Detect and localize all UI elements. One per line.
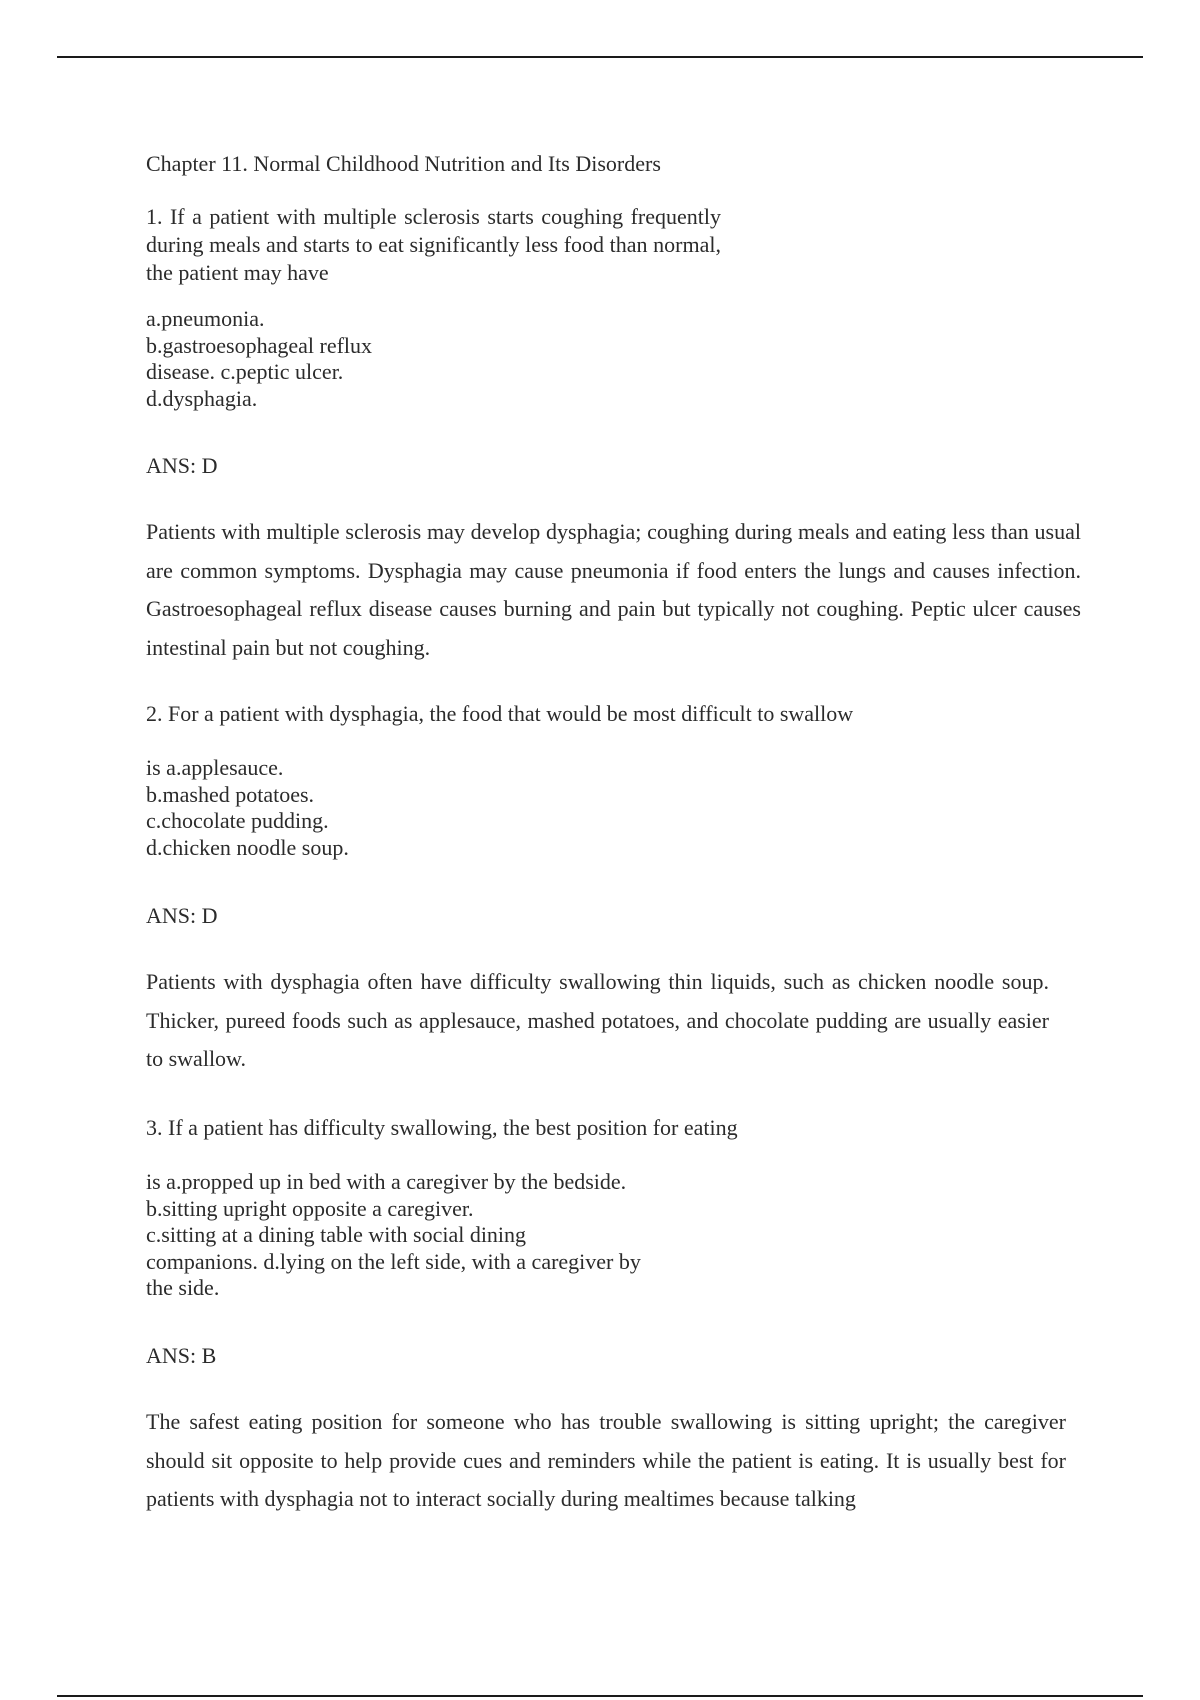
footer-rule xyxy=(57,1695,1143,1697)
question-2-option-line: b.mashed potatoes. xyxy=(146,781,315,807)
question-1-option-line: b.gastroesophageal reflux xyxy=(146,332,373,358)
question-1-options xyxy=(146,306,372,412)
question-2-rationale: Patients with dysphagia often have difficulty swallowing thin liquids, such as chicken noodle soup. Thicker, pureed foods such as applesauce, mashed potatoes, and chocolate pudding are usually easier to swallow. xyxy=(146,969,1049,1071)
question-3-option-line: is a.propped up in bed with a caregiver by the bedside. xyxy=(146,1169,627,1194)
question-3-stem: 3. If a patient has difficulty swallowing, the best position for eating xyxy=(146,1115,738,1140)
question-3-option-line: companions. d.lying on the left side, with a caregiver by xyxy=(146,1248,641,1274)
question-3-option-line: the side. xyxy=(146,1275,220,1300)
question-1-rationale: Patients with multiple sclerosis may develop dysphagia; coughing during meals and eating less than usual are common symptoms. Dysphagia may cause pneumonia if food enters the lungs and causes infection. Gastroesophageal reflux disease causes burning and pain but typically not coughing. Peptic ulcer causes intestinal pain but not coughing. xyxy=(146,519,1081,660)
question-2-option-line: c.chocolate pudding. xyxy=(146,808,329,833)
question-1-option-line: d.dysphagia. xyxy=(146,385,258,411)
question-3-rationale: The safest eating position for someone who has trouble swallowing is sitting upright; the caregiver should sit opposite to help provide cues and reminders while the patient is eating. It is usually best for patients with dysphagia not to interact socially during mealtimes because talking xyxy=(146,1409,1066,1511)
question-1-option-line: a.pneumonia. xyxy=(146,306,265,331)
question-3-options xyxy=(146,1169,641,1302)
question-1-answer: ANS: D xyxy=(146,453,218,478)
question-1-stem: 1. If a patient with multiple sclerosis starts coughing frequently during meals and starts to eat significantly less food than normal, the patient may have xyxy=(146,204,721,285)
question-1-option-line: disease. c.peptic ulcer. xyxy=(146,359,344,384)
question-2-answer: ANS: D xyxy=(146,903,218,928)
chapter-title: Chapter 11. Normal Childhood Nutrition and Its Disorders xyxy=(146,151,661,176)
question-3-answer: ANS: B xyxy=(146,1343,217,1368)
question-3-option-line: b.sitting upright opposite a caregiver. xyxy=(146,1195,474,1221)
question-2-options xyxy=(146,755,349,861)
question-2-option-line: is a.applesauce. xyxy=(146,755,284,780)
question-2-option-line: d.chicken noodle soup. xyxy=(146,834,349,860)
question-2-stem: 2. For a patient with dysphagia, the food that would be most difficult to swallow xyxy=(146,701,854,726)
header-rule xyxy=(57,56,1143,58)
question-3-option-line: c.sitting at a dining table with social dining xyxy=(146,1222,527,1247)
